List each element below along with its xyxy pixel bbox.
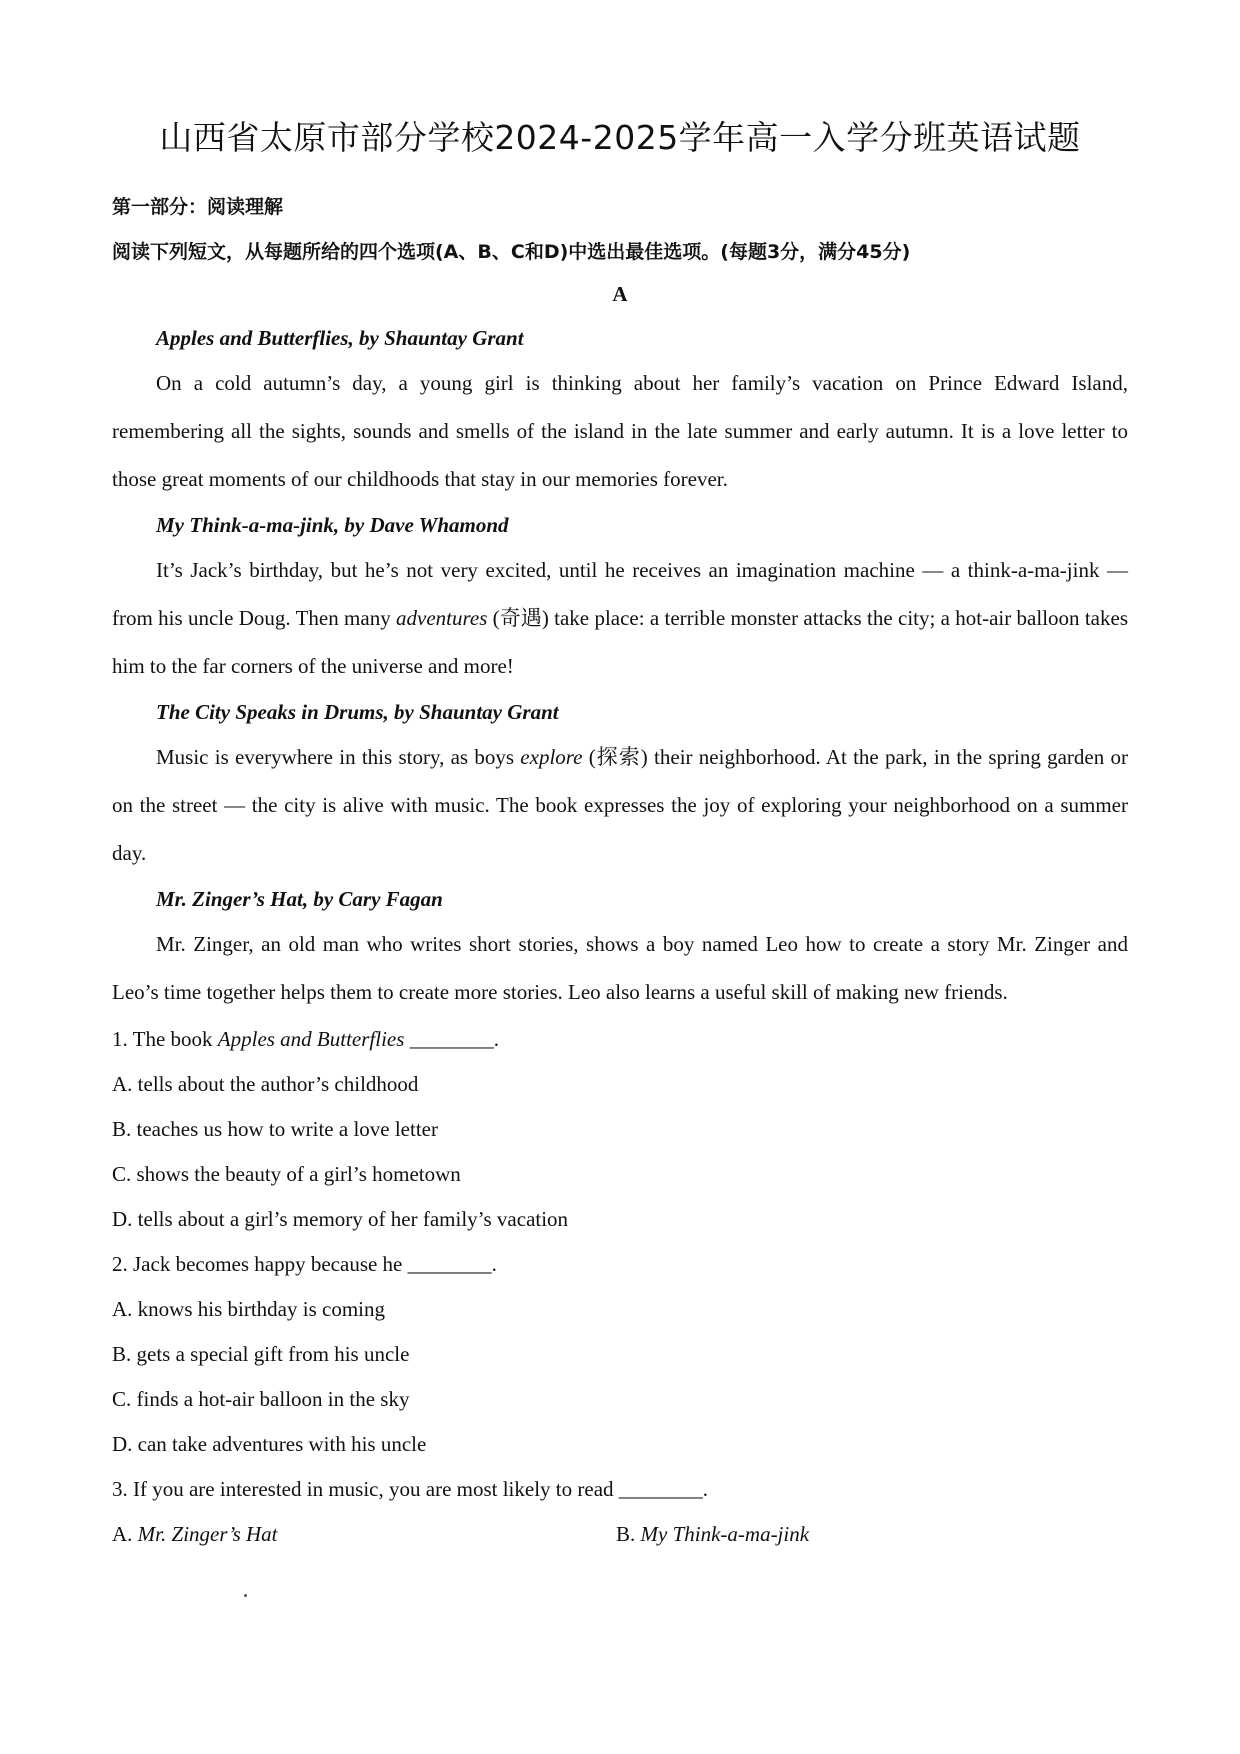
question-stem: 2. Jack becomes happy because he ________. <box>112 1252 497 1276</box>
answer-option[interactable]: B. gets a special gift from his uncle <box>112 1342 410 1366</box>
book-description <box>112 920 1128 1016</box>
book-heading: Apples and Butterflies, by Shauntay Grant <box>156 326 524 350</box>
instructions: 阅读下列短文，从每题所给的四个选项(A、B、C和D)中选出最佳选项。(每题3分，满分45分) <box>112 241 911 263</box>
question-text: 1. The book <box>112 1027 218 1051</box>
answer-blank: ________. <box>404 1027 499 1051</box>
answer-option[interactable]: A. tells about the author’s childhood <box>112 1072 419 1096</box>
passage-text: (探索) their neighborhood. At the park, in the spring garden or on the street — the city is alive with music. The book expresses the joy of exploring your neighborhood on a summer day. <box>112 745 1129 865</box>
page-speck <box>244 1594 247 1597</box>
answer-option[interactable]: D. tells about a girl’s memory of her family’s vacation <box>112 1207 569 1231</box>
question-stem: 3. If you are interested in music, you are most likely to read ________. <box>112 1477 709 1501</box>
passage-text: (奇遇) take place: a terrible monster attacks the city; a hot-air balloon takes him to the far corners of the universe and more! <box>112 606 1128 678</box>
answer-option[interactable]: C. shows the beauty of a girl’s hometown <box>112 1162 461 1186</box>
book-heading: My Think-a-ma-jink, by Dave Whamond <box>156 513 509 537</box>
passage-text: On a cold autumn’s day, a young girl is thinking about her family’s vacation on Prince Edward Island, remembering all the sights, sounds and smells of the island in the late summer and early autumn. It is a love letter to those great moments of our childhoods that stay in our memories forever. <box>112 371 1128 491</box>
book-description <box>112 359 1128 503</box>
book-description <box>112 546 1128 690</box>
passage-text: It’s Jack’s birthday, but he’s not very excited, until he receives an imagination machine — a think-a-ma-jink — from his uncle Doug. Then many <box>112 558 1128 630</box>
answer-option[interactable]: B. teaches us how to write a love letter <box>112 1117 438 1141</box>
answer-option[interactable] <box>112 1522 278 1547</box>
answer-option[interactable]: D. can take adventures with his uncle <box>112 1432 427 1456</box>
glossed-word: explore <box>520 745 583 769</box>
part-heading: 第一部分：阅读理解 <box>112 196 284 218</box>
book-description <box>112 733 1128 877</box>
option-letter: B. <box>616 1522 641 1546</box>
answer-option[interactable] <box>616 1522 809 1547</box>
answer-option[interactable]: A. knows his birthday is coming <box>112 1297 385 1321</box>
page-title: 山西省太原市部分学校2024-2025学年高一入学分班英语试题 <box>159 118 1081 157</box>
option-book-title: Mr. Zinger’s Hat <box>137 1522 278 1546</box>
passage-text: Mr. Zinger, an old man who writes short stories, shows a boy named Leo how to create a story Mr. Zinger and Leo’s time together helps them to create more stories. Leo also learns a useful skill of making new friends. <box>112 932 1128 1004</box>
passage-text: Music is everywhere in this story, as boys <box>156 745 521 769</box>
answer-option[interactable]: C. finds a hot-air balloon in the sky <box>112 1387 410 1411</box>
option-book-title: My Think-a-ma-jink <box>640 1522 810 1546</box>
option-letter: A. <box>112 1522 138 1546</box>
book-heading: The City Speaks in Drums, by Shauntay Grant <box>156 700 559 724</box>
book-heading: Mr. Zinger’s Hat, by Cary Fagan <box>156 887 443 911</box>
section-label: A <box>612 282 628 306</box>
book-title: Apples and Butterflies <box>217 1027 405 1051</box>
glossed-word: adventures <box>396 606 488 630</box>
question-stem <box>112 1027 499 1052</box>
